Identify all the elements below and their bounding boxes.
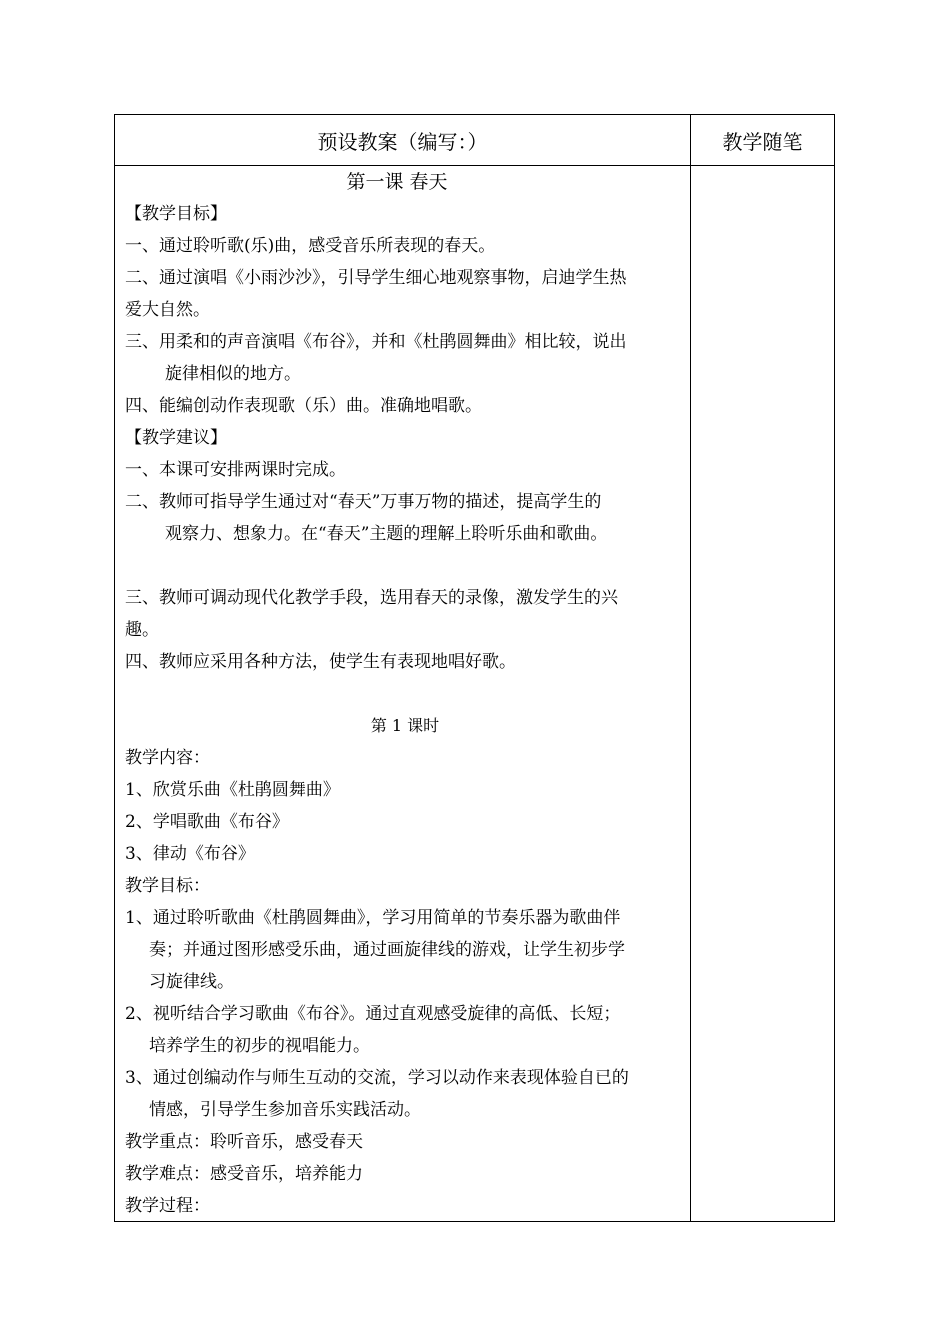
suggestion-line: 一、本课可安排两课时完成。 (125, 460, 346, 480)
key-point: 教学重点：聆听音乐，感受春天 (125, 1132, 363, 1152)
content-item: 1、欣赏乐曲《杜鹃圆舞曲》 (125, 780, 340, 800)
header-plan-title: 预设教案（编写：） (317, 129, 488, 154)
suggestion-line: 二、教师可指导学生通过对“春天”万事万物的描述，提高学生的 (125, 492, 602, 512)
goal-line: 爱大自然。 (125, 300, 210, 320)
goal-line: 一、通过聆听歌(乐)曲，感受音乐所表现的春天。 (125, 236, 496, 256)
period-title: 第 1 课时 (370, 716, 440, 735)
objective-line: 奏；并通过图形感受乐曲，通过画旋律线的游戏，让学生初步学 (149, 940, 625, 960)
objective-line: 2、视听结合学习歌曲《布谷》。通过直观感受旋律的高低、长短； (125, 1004, 621, 1024)
goals-heading: 【教学目标】 (125, 204, 227, 224)
objectives-label: 教学目标： (125, 876, 210, 896)
suggestion-line: 四、教师应采用各种方法，使学生有表现地唱好歌。 (125, 652, 516, 672)
lesson-plan-table (114, 114, 835, 1222)
lesson-title: 第一课 春天 (346, 171, 448, 193)
spacer (125, 550, 685, 582)
content-item: 3、律动《布谷》 (125, 844, 255, 864)
objective-line: 1、通过聆听歌曲《杜鹃圆舞曲》，学习用简单的节奏乐器为歌曲伴 (125, 908, 621, 928)
suggestion-line: 观察力、想象力。在“春天”主题的理解上聆听乐曲和歌曲。 (165, 524, 608, 544)
process-label: 教学过程： (125, 1196, 210, 1216)
goal-line: 旋律相似的地方。 (165, 364, 301, 384)
suggestion-line: 趣。 (125, 620, 159, 640)
difficulty: 教学难点：感受音乐，培养能力 (125, 1164, 363, 1184)
suggestion-line: 三、教师可调动现代化教学手段，选用春天的录像，激发学生的兴 (125, 588, 618, 608)
spacer (125, 678, 685, 710)
objective-line: 3、通过创编动作与师生互动的交流，学习以动作来表现体验自已的 (125, 1068, 629, 1088)
goal-line: 三、用柔和的声音演唱《布谷》，并和《杜鹃圆舞曲》相比较，说出 (125, 332, 627, 352)
content-label: 教学内容： (125, 748, 210, 768)
suggest-heading: 【教学建议】 (125, 428, 227, 448)
objective-line: 情感，引导学生参加音乐实践活动。 (149, 1100, 421, 1120)
objective-line: 培养学生的初步的视唱能力。 (149, 1036, 370, 1056)
header-notes-title: 教学随笔 (722, 129, 803, 154)
content-item: 2、学唱歌曲《布谷》 (125, 812, 289, 832)
plan-content (125, 166, 685, 1222)
goal-line: 四、能编创动作表现歌（乐）曲。准确地唱歌。 (125, 396, 482, 416)
column-divider (690, 115, 691, 1221)
objective-line: 习旋律线。 (149, 972, 234, 992)
goal-line: 二、通过演唱《小雨沙沙》，引导学生细心地观察事物，启迪学生热 (125, 268, 627, 288)
